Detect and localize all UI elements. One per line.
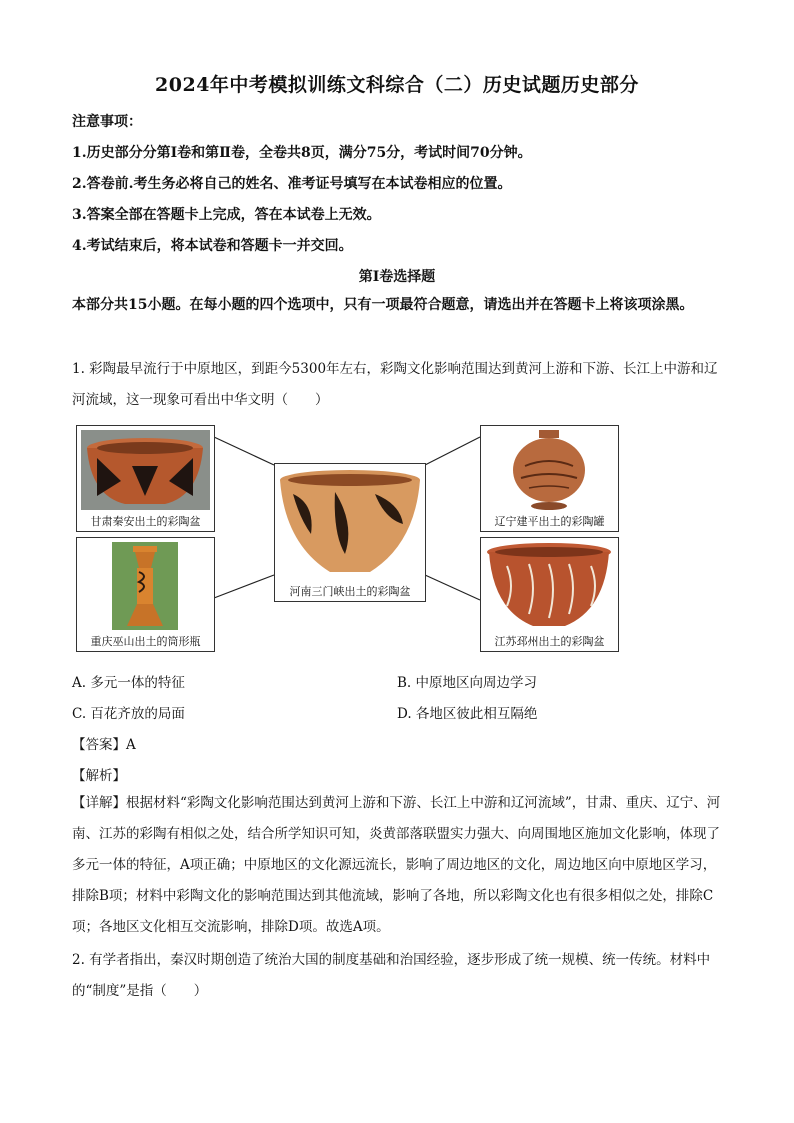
jiangsu-bowl-image <box>481 538 618 633</box>
section-intro: 本部分共15小题。在每小题的四个选项中，只有一项最符合题意，请选出并在答题卡上将该项涂黑。 <box>72 297 694 313</box>
notice-item-3: 3.答案全部在答题卡上完成，答在本试卷上无效。 <box>72 207 381 223</box>
q1-answer: 【答案】A <box>72 737 136 753</box>
notice-item-4: 4.考试结束后，将本试卷和答题卡一并交回。 <box>72 238 353 254</box>
q1-option-d: D. 各地区彼此相互隔绝 <box>397 706 538 722</box>
chongqing-caption: 重庆巫山出土的筒形瓶 <box>90 635 201 648</box>
q1-option-c: C. 百花齐放的局面 <box>72 706 185 722</box>
q1-option-b: B. 中原地区向周边学习 <box>397 675 538 691</box>
gansu-pottery-box <box>76 425 215 532</box>
liaoning-jar-image <box>481 426 618 514</box>
notice-item-1: 1.历史部分分第Ⅰ卷和第Ⅱ卷，全卷共8页，满分75分，考试时间70分钟。 <box>72 145 532 161</box>
pottery-figure <box>72 420 622 655</box>
henan-caption: 河南三门峡出土的彩陶盆 <box>289 585 411 598</box>
question-2-stem: 2. 有学者指出，秦汉时期创造了统治大国的制度基础和治国经验，逐步形成了统一规模、统一传统。材料中的“制度”是指（ ） <box>72 952 711 999</box>
gansu-caption: 甘肃秦安出土的彩陶盆 <box>90 515 201 528</box>
q1-analysis-label: 【解析】 <box>72 768 126 784</box>
gansu-bowl-image <box>77 426 214 514</box>
jiangsu-caption: 江苏邳州出土的彩陶盆 <box>494 635 605 648</box>
notice-item-2: 2.答卷前.考生务必将自己的姓名、准考证号填写在本试卷相应的位置。 <box>72 176 512 192</box>
question-1-stem: 1. 彩陶最早流行于中原地区，到距今5300年左右，彩陶文化影响范围达到黄河上游和下游、长江上中游和辽河流域，这一现象可看出中华文明（ ） <box>72 361 718 408</box>
liaoning-caption: 辽宁建平出土的彩陶罐 <box>494 515 605 528</box>
chongqing-pottery-box <box>76 537 215 652</box>
chongqing-vase-image <box>77 538 214 633</box>
q1-detail: 【详解】根据材料“彩陶文化影响范围达到黄河上游和下游、长江上中游和辽河流域”，甘肃、重庆、辽宁、河南、江苏的彩陶有相似之处，结合所学知识可知，炎黄部落联盟实力强大、向周围地区施加文化影响，体现了多元一体的特征，A项正确；中原地区的文化源远流长，影响了周边地区的文化，周边地区向中原地区学习，排除B项；材料中彩陶文化的影响范围达到其他流域，影响了各地，所以彩陶文化也有很多相似之处，排除C项；各地区文化相互交流影响，排除D项。故选A项。 <box>72 795 721 935</box>
jiangsu-pottery-box <box>480 537 619 652</box>
section-title: 第Ⅰ卷选择题 <box>358 269 436 285</box>
henan-pottery-box <box>274 463 426 602</box>
henan-bowl-image <box>275 464 425 582</box>
liaoning-pottery-box <box>480 425 619 532</box>
q1-option-a: A. 多元一体的特征 <box>72 675 185 691</box>
page-title: 2024年中考模拟训练文科综合（二）历史试题历史部分 <box>155 74 639 96</box>
notice-heading: 注意事项： <box>72 114 142 130</box>
